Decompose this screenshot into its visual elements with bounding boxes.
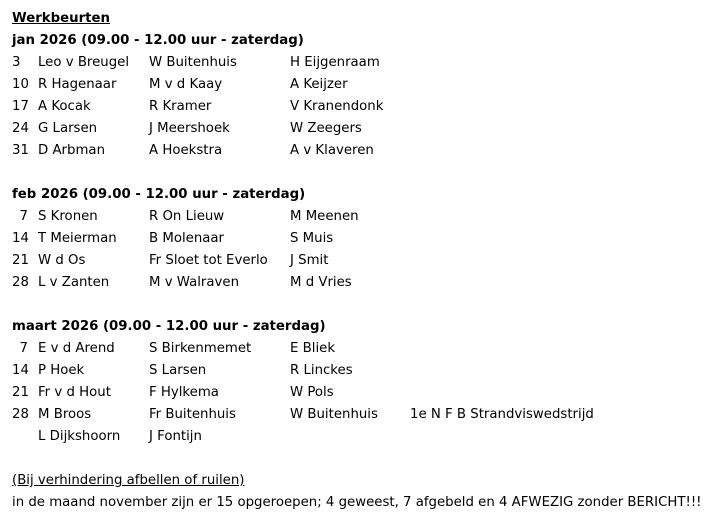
- worker-name: R Hagenaar: [38, 77, 117, 92]
- worker-name: F Hylkema: [149, 385, 219, 400]
- worker-name: J Meershoek: [149, 121, 230, 136]
- day-number: 28: [12, 407, 29, 422]
- schedule-row: [12, 206, 702, 228]
- schedule-row: [12, 96, 702, 118]
- worker-name: L v Zanten: [38, 275, 110, 290]
- schedule-row: [12, 74, 702, 96]
- worker-name: M Meenen: [290, 209, 359, 224]
- schedule-row: [12, 382, 702, 404]
- worker-name: E Bliek: [290, 341, 336, 356]
- worker-name: A v Klaveren: [290, 143, 374, 158]
- worker-name: L Dijkshoorn: [38, 429, 121, 444]
- day-number: 7: [19, 209, 28, 224]
- worker-name: Fr v d Hout: [38, 385, 111, 400]
- spacer: [12, 162, 702, 184]
- day-number: 31: [12, 143, 29, 158]
- day-number: 3: [12, 55, 21, 70]
- spacer: [12, 448, 702, 470]
- day-number: 17: [12, 99, 29, 114]
- schedule-row: [12, 360, 702, 382]
- worker-name: S Muis: [290, 231, 334, 246]
- month-header: maart 2026 (09.00 - 12.00 uur - zaterdag): [12, 319, 326, 334]
- worker-name: T Meierman: [38, 231, 117, 246]
- worker-name: S Birkenmemet: [149, 341, 252, 356]
- day-number: 14: [12, 363, 29, 378]
- worker-name: W Pols: [290, 385, 334, 400]
- schedule-row: [12, 426, 702, 448]
- worker-name: W Zeegers: [290, 121, 362, 136]
- spacer: [12, 294, 702, 316]
- worker-name: W Buitenhuis: [290, 407, 378, 422]
- day-number: 7: [19, 341, 28, 356]
- worker-name: R Kramer: [149, 99, 212, 114]
- worker-name: S Larsen: [149, 363, 207, 378]
- worker-name: G Larsen: [38, 121, 98, 136]
- cancellation-note: (Bij verhindering afbellen of ruilen): [12, 473, 245, 488]
- worker-name: A Keijzer: [290, 77, 348, 92]
- worker-name: M v Walraven: [149, 275, 240, 290]
- worker-name: V Kranendonk: [290, 99, 384, 114]
- document-title: Werkbeurten: [12, 11, 111, 26]
- day-number: 10: [12, 77, 29, 92]
- worker-name: P Hoek: [38, 363, 85, 378]
- worker-name: A Hoekstra: [149, 143, 223, 158]
- day-number: 21: [12, 253, 29, 268]
- document: [12, 8, 702, 514]
- worker-name: W d Os: [38, 253, 86, 268]
- day-number: 28: [12, 275, 29, 290]
- worker-name: D Arbman: [38, 143, 105, 158]
- schedule-row: [12, 228, 702, 250]
- worker-name: R On Lieuw: [149, 209, 225, 224]
- worker-name: M v d Kaay: [149, 77, 223, 92]
- worker-name: J Fontijn: [149, 429, 202, 444]
- month-section-maart: [12, 316, 702, 448]
- schedule-row: [12, 404, 702, 426]
- worker-name: Fr Buitenhuis: [149, 407, 236, 422]
- schedule-row: [12, 272, 702, 294]
- worker-name: J Smit: [290, 253, 329, 268]
- month-header: jan 2026 (09.00 - 12.00 uur - zaterdag): [12, 33, 304, 48]
- worker-name: R Linckes: [290, 363, 353, 378]
- worker-name: M d Vries: [290, 275, 352, 290]
- attendance-footer: in de maand november zijn er 15 opgeroepen; 4 geweest, 7 afgebeld en 4 AFWEZIG zonder BERICHT!!!: [12, 495, 702, 510]
- month-section-jan: [12, 30, 702, 162]
- day-number: 21: [12, 385, 29, 400]
- schedule-row: [12, 338, 702, 360]
- worker-name: A Kocak: [38, 99, 91, 114]
- worker-name: W Buitenhuis: [149, 55, 237, 70]
- month-section-feb: [12, 184, 702, 294]
- schedule-row: [12, 118, 702, 140]
- worker-name: E v d Arend: [38, 341, 115, 356]
- month-header: feb 2026 (09.00 - 12.00 uur - zaterdag): [12, 187, 306, 202]
- schedule-row: [12, 250, 702, 272]
- event-note: 1e N F B Strandviswedstrijd: [410, 407, 594, 422]
- worker-name: Leo v Breugel: [38, 55, 130, 70]
- schedule-row: [12, 140, 702, 162]
- worker-name: S Kronen: [38, 209, 98, 224]
- schedule-row: [12, 52, 702, 74]
- worker-name: M Broos: [38, 407, 92, 422]
- worker-name: H Eijgenraam: [290, 55, 380, 70]
- day-number: 14: [12, 231, 29, 246]
- worker-name: Fr Sloet tot Everlo: [149, 253, 268, 268]
- day-number: 24: [12, 121, 29, 136]
- worker-name: B Molenaar: [149, 231, 225, 246]
